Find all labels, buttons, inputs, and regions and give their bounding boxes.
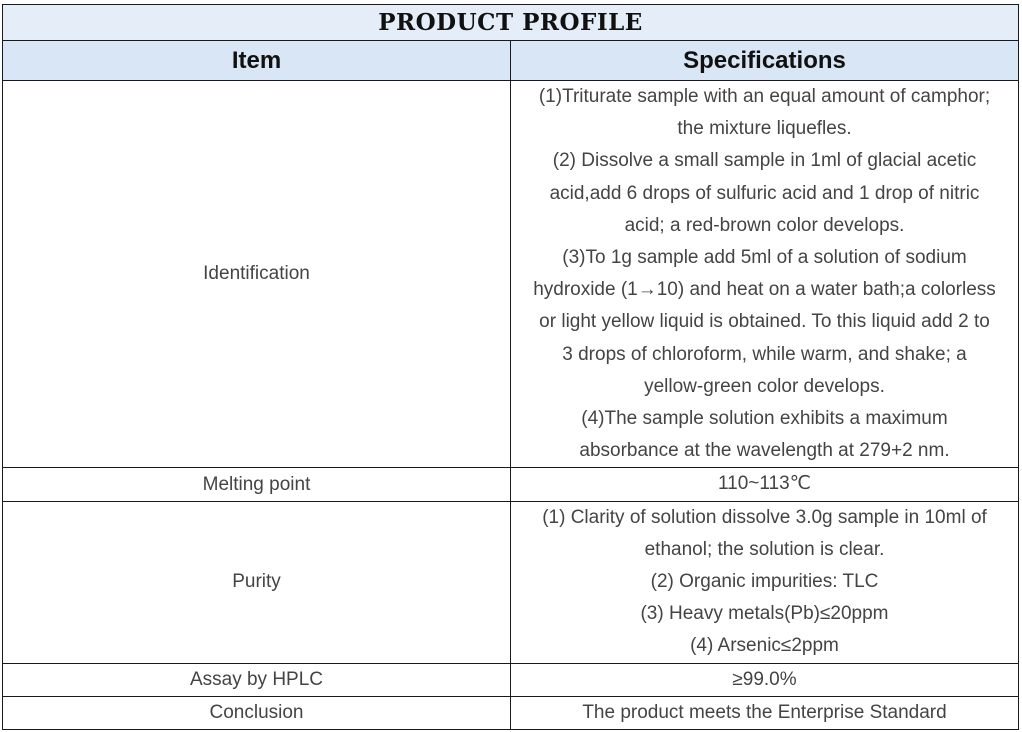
spec-line: hydroxide (1→10) and heat on a water bath;a colorless <box>533 279 996 301</box>
column-header-specifications: Specifications <box>511 41 1019 81</box>
item-cell: Conclusion <box>3 696 511 729</box>
spec-line: (3) Heavy metals(Pb)≤20ppm <box>640 603 889 625</box>
table-row-assay <box>3 663 1019 696</box>
spec-line: (3)To 1g sample add 5ml of a solution of sodium <box>562 247 967 269</box>
column-header-item: Item <box>3 41 511 81</box>
table-row-conclusion <box>3 696 1019 729</box>
spec-line: acid,add 6 drops of sulfuric acid and 1 drop of nitric <box>549 182 980 204</box>
spec-line: absorbance at the wavelength at 279+2 nm. <box>579 440 950 462</box>
spec-line: (2) Organic impurities: TLC <box>650 571 879 593</box>
spec-cell <box>511 663 1019 696</box>
table-row-melting-point <box>3 468 1019 501</box>
item-cell: Identification <box>3 81 511 468</box>
table-row-purity <box>3 501 1019 663</box>
spec-cell <box>511 81 1019 468</box>
item-cell: Assay by HPLC <box>3 663 511 696</box>
spec-line: 3 drops of chloroform, while warm, and shake; a <box>562 343 967 365</box>
spec-line: (4)The sample solution exhibits a maximum <box>581 408 948 430</box>
table-row-identification <box>3 81 1019 468</box>
spec-cell <box>511 696 1019 729</box>
spec-cell <box>511 468 1019 501</box>
spec-line: The product meets the Enterprise Standard <box>582 701 947 723</box>
spec-line: (1) Clarity of solution dissolve 3.0g sample in 10ml of <box>542 506 987 528</box>
spec-cell <box>511 501 1019 663</box>
spec-line: 110~113℃ <box>717 473 811 495</box>
spec-line: (4) Arsenic≤2ppm <box>690 635 839 657</box>
spec-line: yellow-green color develops. <box>644 375 885 397</box>
spec-line: ≥99.0% <box>732 668 797 690</box>
table-title: PRODUCT PROFILE <box>3 5 1019 41</box>
spec-line: the mixture liquefles. <box>677 118 852 140</box>
spec-line: ethanol; the solution is clear. <box>644 538 885 560</box>
item-cell: Purity <box>3 501 511 663</box>
product-profile-table <box>2 4 1019 730</box>
title-row <box>3 5 1019 41</box>
spec-line: acid; a red-brown color develops. <box>624 214 905 236</box>
spec-line: (1)Triturate sample with an equal amount of camphor; <box>538 86 991 107</box>
header-row <box>3 41 1019 81</box>
spec-line: (2) Dissolve a small sample in 1ml of glacial acetic <box>552 150 977 172</box>
spec-line: or light yellow liquid is obtained. To this liquid add 2 to <box>539 311 990 333</box>
item-cell: Melting point <box>3 468 511 501</box>
